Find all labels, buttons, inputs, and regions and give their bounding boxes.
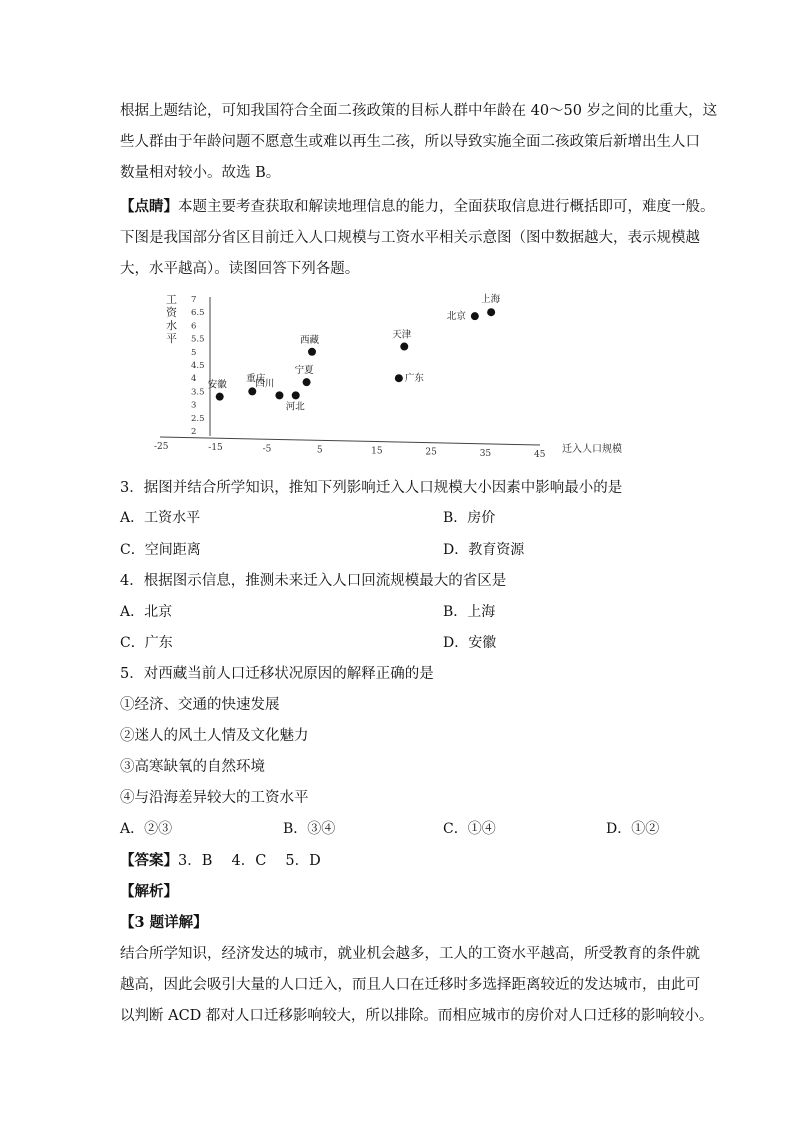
data-point-label: 西藏	[300, 334, 320, 346]
data-point-label: 重庆	[246, 373, 266, 385]
y-tick-label: 3	[191, 400, 197, 411]
data-point-label: 北京	[446, 311, 466, 323]
data-point	[487, 308, 495, 316]
y-tick-label: 7	[191, 295, 197, 305]
q3-option-c: C．空间距离	[120, 542, 201, 558]
x-tick-label: 35	[479, 448, 492, 457]
y-tick-label: 3.5	[191, 387, 205, 398]
data-point	[308, 348, 316, 356]
q4-option-b: B．上海	[443, 604, 496, 620]
detail-tag: 【3 题详解】	[120, 914, 208, 931]
x-tick-label: 25	[425, 447, 437, 457]
question-3-stem: 3．据图并结合所学知识，推知下列影响迁入人口规模大小因素中影响最小的是	[120, 480, 623, 496]
scatter-chart	[150, 287, 630, 457]
q4-option-a: A．北京	[120, 604, 173, 620]
data-point-label: 四川	[255, 378, 275, 390]
y-tick-label: 2.5	[191, 413, 205, 424]
y-tick-label: 6	[191, 321, 197, 332]
data-point	[303, 378, 311, 386]
y-tick-label: 5	[191, 347, 197, 358]
data-point-label: 上海	[481, 294, 501, 306]
intro-line-1: 下图是我国部分省区目前迁入人口规模与工资水平相关示意图（图中数据越大，表示规模越	[120, 230, 700, 246]
x-axis-label: 迁入人口规模	[562, 444, 622, 455]
analysis-tag: 【解析】	[120, 883, 178, 900]
data-point	[395, 374, 403, 382]
dianjing-text: 本题主要考查获取和解读地理信息的能力，全面获取信息进行概括即可，难度一般。	[178, 199, 715, 215]
x-tick-label: 15	[371, 446, 383, 457]
data-point	[400, 343, 408, 351]
answer-tag: 【答案】	[120, 852, 178, 869]
q4-option-d: D．安徽	[443, 635, 497, 651]
q3-option-a: A．工资水平	[120, 510, 201, 526]
q5-statement-1: ①经济、交通的快速发展	[120, 697, 280, 713]
answer-line	[120, 851, 321, 871]
y-axis-label-char: 水	[166, 319, 177, 332]
y-axis-label	[166, 293, 178, 345]
y-axis-label-char: 资	[166, 306, 177, 319]
q3-option-b: B．房价	[443, 510, 496, 526]
intro-line-2: 大，水平越高）。读图回答下列各题。	[120, 261, 360, 277]
y-tick-label: 6.5	[191, 308, 205, 319]
data-point-label: 河北	[285, 401, 305, 413]
q5-option-b: B．③④	[283, 821, 336, 837]
question-4-stem: 4．根据图示信息，推测未来迁入人口回流规模最大的省区是	[120, 573, 507, 589]
y-tick-label: 5.5	[191, 334, 205, 345]
detail-line-1: 结合所学知识，经济发达的城市，就业机会越多，工人的工资水平越高，所受教育的条件就	[120, 946, 700, 962]
data-point-label: 广东	[404, 373, 424, 385]
detail-line-2: 越高，因此会吸引大量的人口迁入，而且人口在迁移时多选择距离较近的发达城市，由此可	[120, 977, 700, 993]
dianjing-paragraph	[120, 197, 715, 217]
x-tick-label: -25	[154, 442, 169, 452]
q5-statement-2: ②迷人的风土人情及文化魅力	[120, 728, 309, 744]
q5-option-d: D．①②	[606, 821, 660, 837]
x-tick-label: -15	[208, 443, 223, 454]
q3-option-d: D．教育资源	[443, 542, 525, 558]
q5-statement-4: ④与沿海差异较大的工资水平	[120, 790, 309, 806]
explanation-line-1: 根据上题结论，可知我国符合全面二孩政策的目标人群中年龄在 40～50 岁之间的比重大，这	[120, 103, 718, 119]
dianjing-tag: 【点睛】	[120, 198, 178, 215]
y-tick-label: 4.5	[191, 361, 205, 371]
explanation-line-2: 些人群由于年龄问题不愿意生或难以再生二孩，所以导致实施全面二孩政策后新增出生人口	[120, 134, 700, 150]
q5-option-c: C．①④	[443, 821, 496, 837]
y-tick-label: 4	[191, 374, 197, 385]
q5-statement-3: ③高寒缺氧的自然环境	[120, 759, 265, 775]
explanation-line-3: 数量相对较小。故选 B。	[120, 165, 281, 181]
data-point	[471, 312, 479, 320]
data-point-label: 宁夏	[294, 365, 314, 377]
data-point-label: 安徽	[207, 379, 227, 391]
x-tick-label: -5	[262, 444, 272, 455]
data-point	[275, 391, 283, 399]
question-5-stem: 5．对西藏当前人口迁移状况原因的解释正确的是	[120, 666, 434, 682]
data-point	[216, 393, 224, 401]
data-point	[292, 391, 300, 399]
answer-text: 3．B 4．C 5．D	[178, 853, 321, 869]
x-tick-label: 5	[316, 445, 323, 456]
data-point-label: 天津	[392, 329, 412, 341]
y-tick-label: 2	[191, 427, 197, 437]
detail-line-3: 以判断 ACD 都对人口迁移影响较大，所以排除。而相应城市的房价对人口迁移的影响较小。	[120, 1008, 714, 1024]
y-axis-label-char: 平	[166, 332, 177, 345]
q5-option-a: A．②③	[120, 821, 173, 837]
q4-option-c: C．广东	[120, 635, 173, 651]
x-tick-label: 45	[534, 450, 546, 457]
y-axis-label-char: 工	[166, 293, 177, 306]
